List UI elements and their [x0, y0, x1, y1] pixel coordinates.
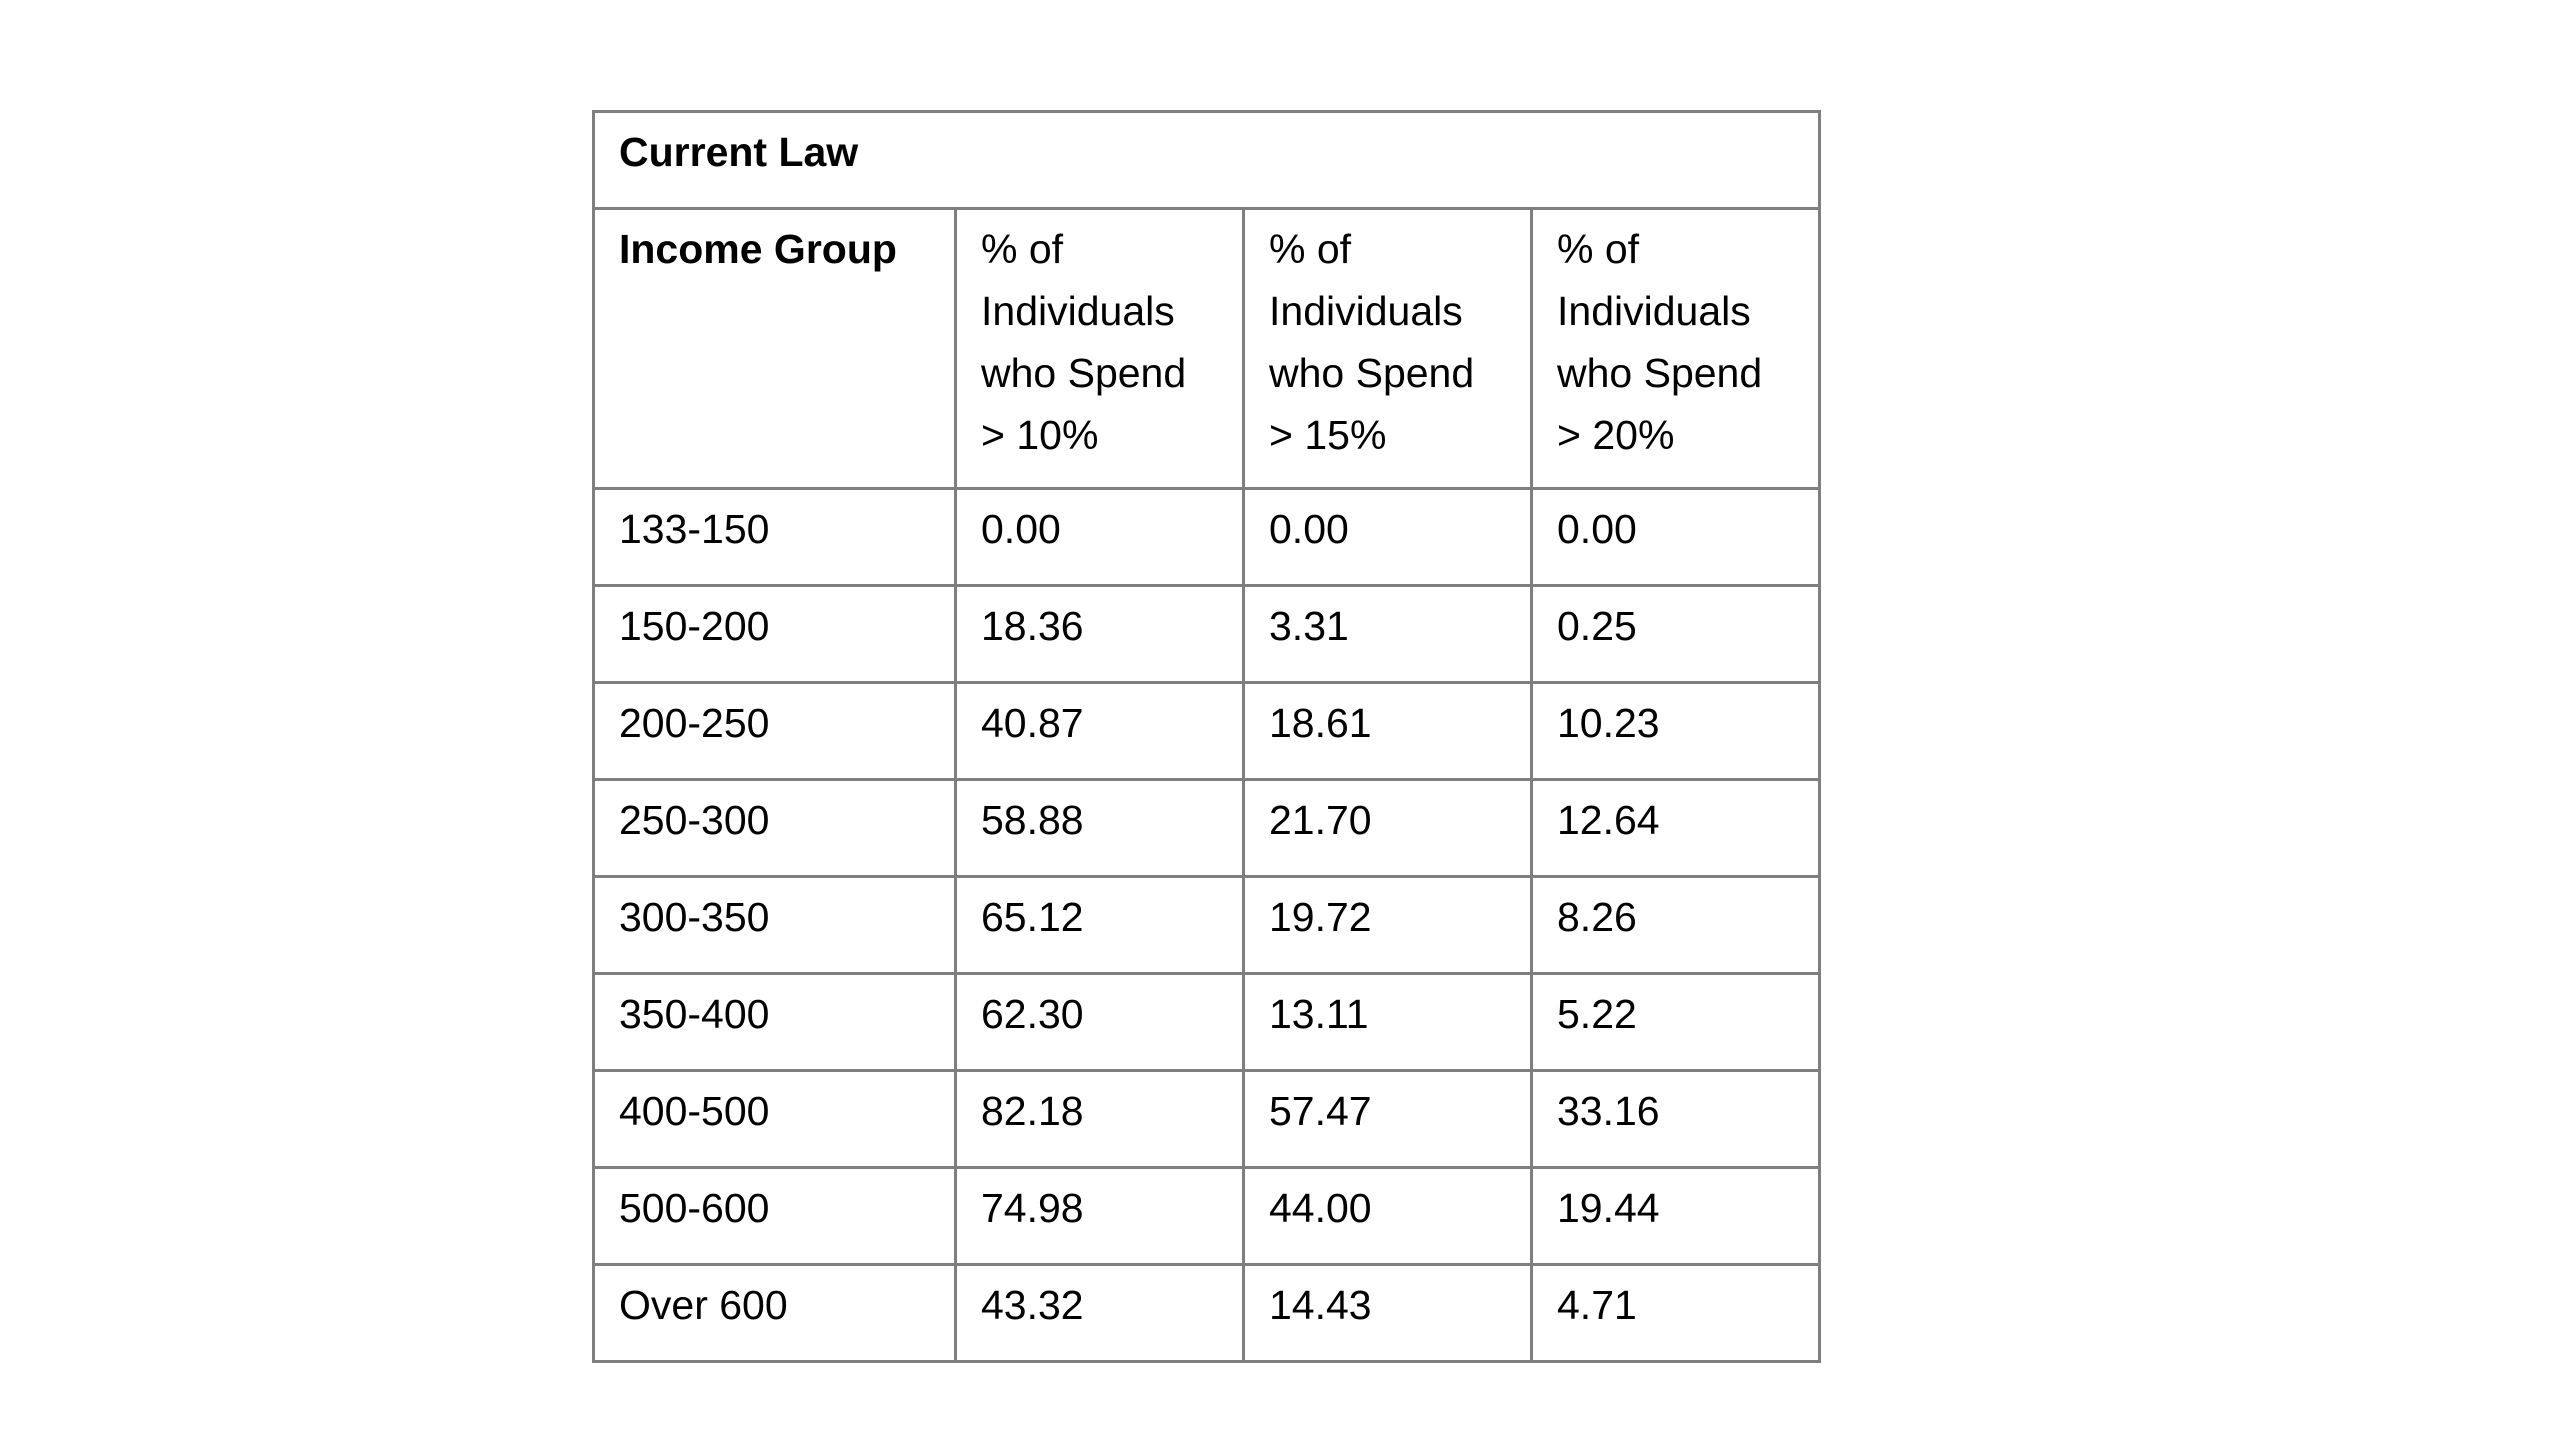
header-line: Income Group — [619, 226, 897, 272]
header-line: who Spend — [1269, 350, 1475, 396]
income-group-cell: Over 600 — [594, 1265, 956, 1362]
table-row — [594, 1168, 1820, 1265]
spend-over-10-cell: 82.18 — [956, 1071, 1244, 1168]
header-line: % of — [981, 226, 1064, 272]
header-spend-over-15 — [1244, 209, 1532, 489]
spend-over-15-cell: 19.72 — [1244, 877, 1532, 974]
table-row — [594, 683, 1820, 780]
spend-over-10-cell: 65.12 — [956, 877, 1244, 974]
spend-over-15-cell: 13.11 — [1244, 974, 1532, 1071]
spend-over-20-cell: 0.00 — [1532, 489, 1820, 586]
income-group-cell: 400-500 — [594, 1071, 956, 1168]
spend-over-15-cell: 57.47 — [1244, 1071, 1532, 1168]
header-line: > 10% — [981, 412, 1099, 458]
header-line: Individuals — [1269, 288, 1463, 334]
header-line: > 20% — [1557, 412, 1675, 458]
current-law-table — [592, 110, 1821, 1363]
spend-over-20-cell: 5.22 — [1532, 974, 1820, 1071]
table-row — [594, 780, 1820, 877]
header-line: % of — [1557, 226, 1640, 272]
spend-over-10-cell: 43.32 — [956, 1265, 1244, 1362]
spend-over-10-cell: 18.36 — [956, 586, 1244, 683]
spend-over-20-cell: 8.26 — [1532, 877, 1820, 974]
table-header-row — [594, 209, 1820, 489]
spend-over-15-cell: 18.61 — [1244, 683, 1532, 780]
income-group-cell: 133-150 — [594, 489, 956, 586]
table-row — [594, 489, 1820, 586]
income-group-cell: 250-300 — [594, 780, 956, 877]
spend-over-20-cell: 12.64 — [1532, 780, 1820, 877]
header-income-group — [594, 209, 956, 489]
header-line: Individuals — [981, 288, 1175, 334]
spend-over-10-cell: 58.88 — [956, 780, 1244, 877]
income-group-cell: 350-400 — [594, 974, 956, 1071]
income-group-cell: 150-200 — [594, 586, 956, 683]
spend-over-20-cell: 4.71 — [1532, 1265, 1820, 1362]
table-row — [594, 877, 1820, 974]
header-line: > 15% — [1269, 412, 1387, 458]
spend-over-15-cell: 14.43 — [1244, 1265, 1532, 1362]
spend-over-10-cell: 74.98 — [956, 1168, 1244, 1265]
spend-over-20-cell: 0.25 — [1532, 586, 1820, 683]
income-group-cell: 500-600 — [594, 1168, 956, 1265]
table-row — [594, 586, 1820, 683]
header-line: who Spend — [1557, 350, 1763, 396]
header-line: % of — [1269, 226, 1352, 272]
table-title-row — [594, 112, 1820, 209]
header-spend-over-20 — [1532, 209, 1820, 489]
spend-over-15-cell: 21.70 — [1244, 780, 1532, 877]
table-row — [594, 1071, 1820, 1168]
income-group-cell: 200-250 — [594, 683, 956, 780]
header-line: Individuals — [1557, 288, 1751, 334]
spend-over-10-cell: 0.00 — [956, 489, 1244, 586]
table-row — [594, 974, 1820, 1071]
spend-over-10-cell: 40.87 — [956, 683, 1244, 780]
spend-over-15-cell: 44.00 — [1244, 1168, 1532, 1265]
spend-over-20-cell: 33.16 — [1532, 1071, 1820, 1168]
spend-over-15-cell: 3.31 — [1244, 586, 1532, 683]
table-row — [594, 1265, 1820, 1362]
spend-over-15-cell: 0.00 — [1244, 489, 1532, 586]
spend-over-10-cell: 62.30 — [956, 974, 1244, 1071]
spend-over-20-cell: 19.44 — [1532, 1168, 1820, 1265]
income-group-cell: 300-350 — [594, 877, 956, 974]
header-line: who Spend — [981, 350, 1187, 396]
table-title: Current Law — [594, 112, 1820, 209]
header-spend-over-10 — [956, 209, 1244, 489]
spend-over-20-cell: 10.23 — [1532, 683, 1820, 780]
